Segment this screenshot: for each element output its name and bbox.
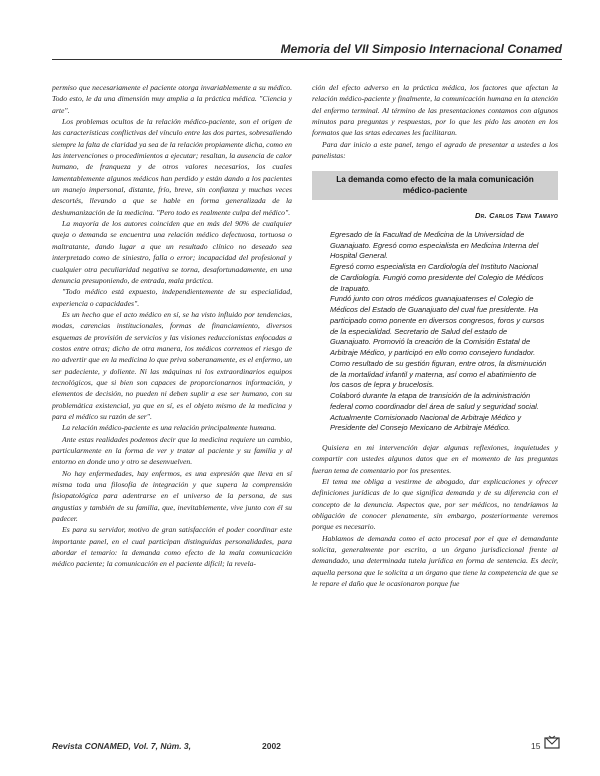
paragraph: permiso que necesariamente el paciente otorga invariablemente a su médico. Todo esto, le da una dimensión muy amplia a la práctica médica. "Ciencia y arte". xyxy=(52,83,292,115)
paragraph: Para dar inicio a este panel, tengo el agrado de presentar a ustedes a los panelistas: xyxy=(312,139,558,161)
paragraph: Quisiera en mi intervención dejar algunas reflexiones, inquietudes y compartir con ustedes algunos datos que en el momento de las preguntas fueran tema de comentario por los presentes. xyxy=(312,443,558,475)
paragraph: La mayoría de los autores coinciden que en más del 90% de cualquier queja o demanda se encuentra una relación médico defectuosa, tortuosa o maltratante, dando lugar a que un resultado clínico no deseado sea interpretado como de siniestro, falla o error; incapacidad del profesional y cualquier otra peculiaridad negativa se torna, desafortunadamente, en una denuncia presuponiendo, de entrada, mala práctica. xyxy=(52,219,292,285)
paragraph: No hay enfermedades, hay enfermos, es una expresión que lleva en sí misma toda una filosofía de integración y que supera la comprensión fisiopatológica para adentrarse en el universo de la persona, de sus angustias y también de su familia, que, inevitablemente, vive junto con él su padecer. xyxy=(52,468,292,524)
page-header xyxy=(52,42,562,60)
right-column xyxy=(312,82,558,589)
left-column xyxy=(52,82,292,570)
paragraph: Ante estas realidades podemos decir que la medicina requiere un cambio, particularmente en la forma de ver y tratar al paciente y su familia y al entorno en donde uno y otro se desenvuelven. xyxy=(52,434,292,467)
bio-paragraph: Egresó como especialista en Cardiología del Instituto Nacional de Cardiología. Fungió como presidente del Colegio de Médicos de Irapuato. xyxy=(330,262,544,293)
bio-paragraph: Fundó junto con otros médicos guanajuatenses el Colegio de Médicos del Estado de Guanajuato del cual fue presidente. Ha participado como ponente en diversos congresos, foros y cursos de la especialidad. Secretario de Salud del estado de Guanajuato. Promovió la creación de la Comisión Estatal de Arbitraje Médico, y participó en ello como consejero fundador. Como resultado de su gestión figuran, entre otros, la disminución de la mortalidad infantil y materna, así como el abatimiento de los casos de lepra y brucelosis. xyxy=(330,294,547,390)
bio-paragraph: Egresado de la Facultad de Medicina de la Universidad de Guanajuato. Egresó como especialista en Medicina Interna del Hospital General. xyxy=(330,229,539,261)
paragraph: Es para su servidor, motivo de gran satisfacción el poder coordinar este importante panel, en el cual participan distinguidas personalidades, para abordar el temario: la demanda como efecto de la mala comunicación médico paciente; la comunicación en el paciente difícil; la revela- xyxy=(52,525,292,569)
paragraph: "Todo médico está expuesto, independientemente de su especialidad, experiencia o capacidades". xyxy=(52,287,292,308)
paragraph: Los problemas ocultos de la relación médico-paciente, son el origen de las características conflictivas del vínculo entre las dos partes, sobresaliendo siempre la falta de claridad ya sea de la relación propiamente dicha, como en las intervenciones o procedimientos a ejecutar; resaltan, la ausencia de calor humano, de franqueza y de otros valores necesarios, los cuales lamentablemente algunos médicos han perdido y están dando a los pacientes un manejo impersonal, distante, frío, breve, sin confianza y muchas veces descortés, llevando a que se hable en forma generalizada de la deshumanización de la medicina. "Pero todo es realmente culpa del médico". xyxy=(52,117,292,217)
footer-journal: Revista CONAMED, Vol. 7, Núm. 3, xyxy=(52,741,192,751)
paragraph: Hablamos de demanda como el acto procesal por el que el demandante solicita, generalmente por escrito, a un órgano jurisdiccional frente al demandado, una determinada tutela jurídica en forma de sentencia. Es decir, aquella persona que le solicita a un órgano que tiene la competencia de que se le repare el daño que le ocasionaron porque fue xyxy=(312,533,558,589)
paragraph: Es un hecho que el acto médico en sí, se ha visto influido por tendencias, modas, carencias institucionales, formas de financiamiento, diversos esquemas de provisión de servicios y las visiones reduccionistas enfocadas a costos entre otras; dicho de otra manera, los médicos corremos el riesgo de no advertir que en la medicina lo que priva soberanamente, es el enfermo, un ser padeciente, y doliente. Ni las máquinas ni los extraordinarios equipos tecnológicos, que si bien son capaces de proporcionarnos información, y elementos de decisión, no pueden ni deben suplir a ese ser humano, con su problemática existencial, ya que en sí, es el objeto mismo de la medicina y para el médico su razón de ser". xyxy=(52,309,292,421)
author-bio xyxy=(330,230,548,434)
footer-year: 2002 xyxy=(262,741,281,751)
paragraph: El tema me obliga a vestirme de abogado, dar explicaciones y ofrecer definiciones jurídicas de lo que significa demanda y de su diferencia con el concepto de la denuncia. Aspectos que, por ser médicos, no tendríamos la obligación de conocer plenamente, sin embargo, posteriormente veremos porque es necesario. xyxy=(312,477,558,532)
author-name: Dr. Carlos Tena Tamayo xyxy=(475,211,558,221)
conamed-logo-icon xyxy=(544,735,560,749)
section-title: La demanda como efecto de la mala comunicación médico-paciente xyxy=(336,175,534,195)
section-title-box xyxy=(312,171,558,200)
paragraph: ción del efecto adverso en la práctica médica, los factores que afectan la relación médico-paciente y finalmente, la comunicación humana en la atención del enfermo terminal. Al término de las presentaciones contamos con algunos minutos para preguntas y respuestas, por lo que les pido las anoten en los formatos que las srtas edecanes les facilitaran. xyxy=(312,83,558,138)
bio-paragraph: Colaboró durante la etapa de transición de la administración federal como coordinador del área de salud y seguridad social. Actualmente Comisionado Nacional de Arbitraje Médico y Presidente del Consejo Mexicano de Arbitraje Médico. xyxy=(330,391,539,433)
page-number: 15 xyxy=(531,741,541,751)
header-title: Memoria del VII Simposio Internacional Conamed xyxy=(280,42,562,56)
paragraph: La relación médico-paciente es una relación principalmente humana. xyxy=(62,423,277,433)
